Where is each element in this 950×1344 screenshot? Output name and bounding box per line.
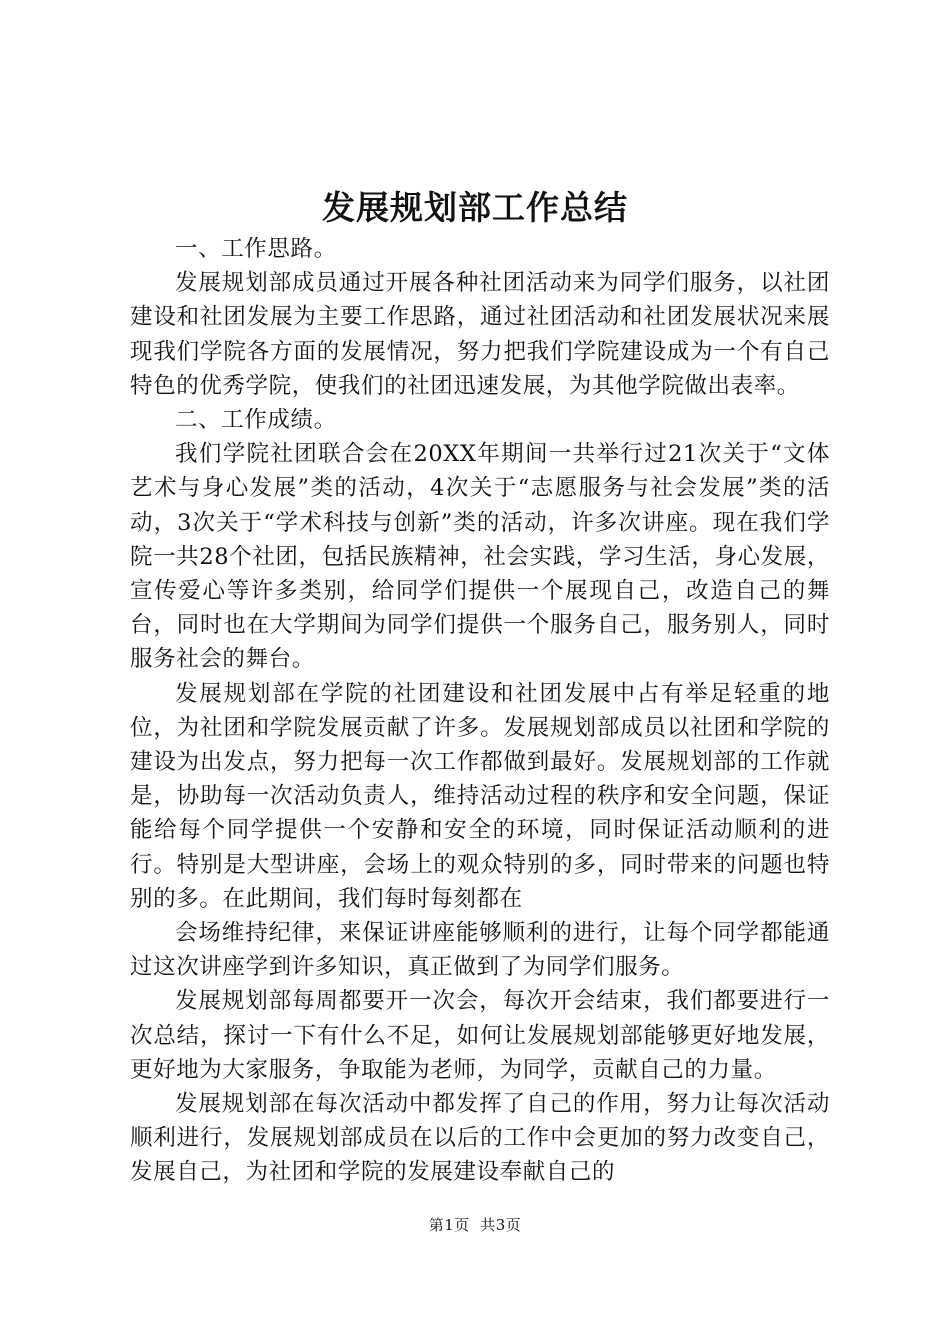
paragraph-venue-order: 会场维持纪律，来保证讲座能够顺利的进行，让每个同学都能通过这次讲座学到许多知识，真正做到了为同学们服务。 xyxy=(130,920,830,981)
document-title: 发展规划部工作总结 xyxy=(322,188,628,227)
page-number-label: 第1页 共3页 xyxy=(428,1216,522,1234)
document-body xyxy=(130,232,830,1190)
paragraph-work-ideas: 发展规划部成员通过开展各种社团活动来为同学们服务，以社团建设和社团发展为主要工作思路，通过社团活动和社团发展状况来展现我们学院各方面的发展情况，努力把我们学院建设成为一个有自己特色的优秀学院，使我们的社团迅速发展，为其他学院做出表率。 xyxy=(130,270,830,399)
page-number-footer xyxy=(0,1215,950,1235)
paragraph-activities-summary: 我们学院社团联合会在20XX年期间一共举行过21次关于“文体艺术与身心发展”类的活动，4次关于“志愿服务与社会发展”类的活动，3次关于“学术科技与创新”类的活动，许多次讲座。现在我们学院一共28个社团，包括民族精神，社会实践，学习生活，身心发展，宣传爱心等许多类别，给同学们提供一个展现自己，改造自己的舞台，同时也在大学期间为同学们提供一个服务自己，服务别人，同时服务社会的舞台。 xyxy=(130,441,830,673)
paragraph-department-role: 发展规划部在学院的社团建设和社团发展中占有举足轻重的地位，为社团和学院发展贡献了许多。发展规划部成员以社团和学院的建设为出发点，努力把每一次工作都做到最好。发展规划部的工作就是，协助每一次活动负责人，维持活动过程的秩序和安全问题，保证能给每个同学提供一个安静和安全的环境，同时保证活动顺利的进行。特别是大型讲座，会场上的观众特别的多，同时带来的问题也特别的多。在此期间，我们每时每刻都在 xyxy=(130,680,830,912)
section-heading-achievements: 二、工作成绩。 xyxy=(175,407,337,434)
section-heading-work-ideas: 一、工作思路。 xyxy=(175,236,337,262)
paragraph-weekly-meeting: 发展规划部每周都要开一次会，每次开会结束，我们都要进行一次总结，探讨一下有什么不足，如何让发展规划部能够更好地发展，更好地为大家服务，争取能为老师，为同学，贡献自己的力量。 xyxy=(130,988,830,1083)
paragraph-future-effort: 发展规划部在每次活动中都发挥了自己的作用，努力让每次活动顺利进行，发展规划部成员在以后的工作中会更加的努力改变自己，发展自己，为社团和学院的发展建设奉献自己的 xyxy=(130,1091,830,1186)
